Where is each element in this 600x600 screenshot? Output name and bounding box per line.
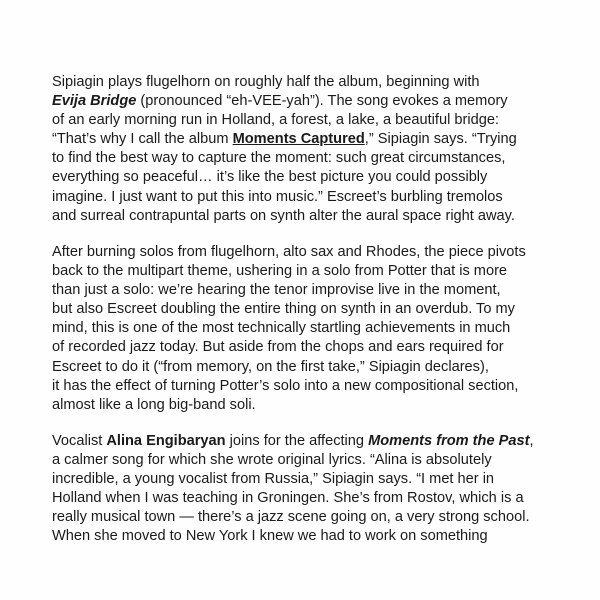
text-run: everything so peaceful… it’s like the best picture you could possibly <box>52 169 488 186</box>
text-line <box>52 489 534 508</box>
text-run: almost like a long big-band soli. <box>52 396 256 413</box>
text-run: (pronounced “eh-VEE-yah”). The song evokes a memory <box>136 93 508 110</box>
emphasized-title: Moments from the Past <box>368 433 530 449</box>
text-run: After burning solos from flugelhorn, alto sax and Rhodes, the piece pivots <box>52 244 526 260</box>
emphasized-title: Moments Captured <box>232 131 365 148</box>
text-run: mind, this is one of the most technically startling achievements in much <box>52 320 511 337</box>
paragraph-potter-solo <box>52 243 526 415</box>
text-line <box>52 281 526 300</box>
text-run: to find the best way to capture the moment: such great circumstances, <box>52 150 506 167</box>
text-run: of an early morning run in Holland, a forest, a lake, a beautiful bridge: <box>52 112 499 129</box>
text-run: Escreet to do it (“from memory, on the first take,” Sipiagin declares), <box>52 358 489 375</box>
text-line <box>52 527 534 546</box>
text-line <box>52 377 526 396</box>
text-line <box>52 130 517 149</box>
text-run: Holland when I was teaching in Groningen. She’s from Rostov, which is a <box>52 490 524 507</box>
emphasized-title: Alina Engibaryan <box>106 433 226 449</box>
text-line <box>52 111 517 130</box>
text-run: When she moved to New York I knew we had to work on something <box>52 528 488 545</box>
text-run: of recorded jazz today. But aside from the chops and ears required for <box>52 339 504 356</box>
text-run: imagine. I just want to put this into music.” Escreet’s burbling tremolos <box>52 188 503 205</box>
text-run: really musical town — there’s a jazz scene going on, a very strong school. <box>52 509 530 526</box>
paragraph-moments-from-the-past <box>52 432 534 547</box>
text-run: it has the effect of turning Potter’s solo into a new compositional section, <box>52 377 519 394</box>
text-run: joins for the affecting <box>225 433 369 449</box>
text-run: but also Escreet doubling the entire thing on synth in an overdub. To my <box>52 301 515 318</box>
text-run: “That’s why I call the album <box>52 131 233 148</box>
emphasized-title: Evija Bridge <box>52 93 137 110</box>
text-line <box>52 338 526 357</box>
text-line <box>52 207 517 226</box>
text-line <box>52 168 517 187</box>
text-run: ,” Sipiagin says. “Trying <box>364 131 517 148</box>
text-line <box>52 262 526 281</box>
paragraph-evija-bridge <box>52 73 517 226</box>
text-line <box>52 508 534 527</box>
text-line <box>52 149 517 168</box>
text-line <box>52 300 526 319</box>
text-line <box>52 432 534 451</box>
text-line <box>52 73 517 92</box>
text-line <box>52 470 534 489</box>
text-run: Sipiagin plays flugelhorn on roughly half the album, beginning with <box>52 74 480 90</box>
text-run: , <box>529 433 534 449</box>
text-line <box>52 396 526 415</box>
text-line <box>52 319 526 338</box>
text-run: than just a solo: we’re hearing the tenor improvise live in the moment, <box>52 282 501 299</box>
text-line <box>52 243 526 262</box>
text-line <box>52 358 526 377</box>
text-run: a calmer song for which she wrote original lyrics. “Alina is absolutely <box>52 452 492 469</box>
text-run: incredible, a young vocalist from Russia,” Sipiagin says. “I met her in <box>52 471 495 488</box>
text-line <box>52 451 534 470</box>
text-line <box>52 92 517 111</box>
text-run: and surreal contrapuntal parts on synth alter the aural space right away. <box>52 207 515 224</box>
text-run: Vocalist <box>52 433 107 449</box>
text-line <box>52 188 517 207</box>
text-run: back to the multipart theme, ushering in a solo from Potter that is more <box>52 263 508 280</box>
